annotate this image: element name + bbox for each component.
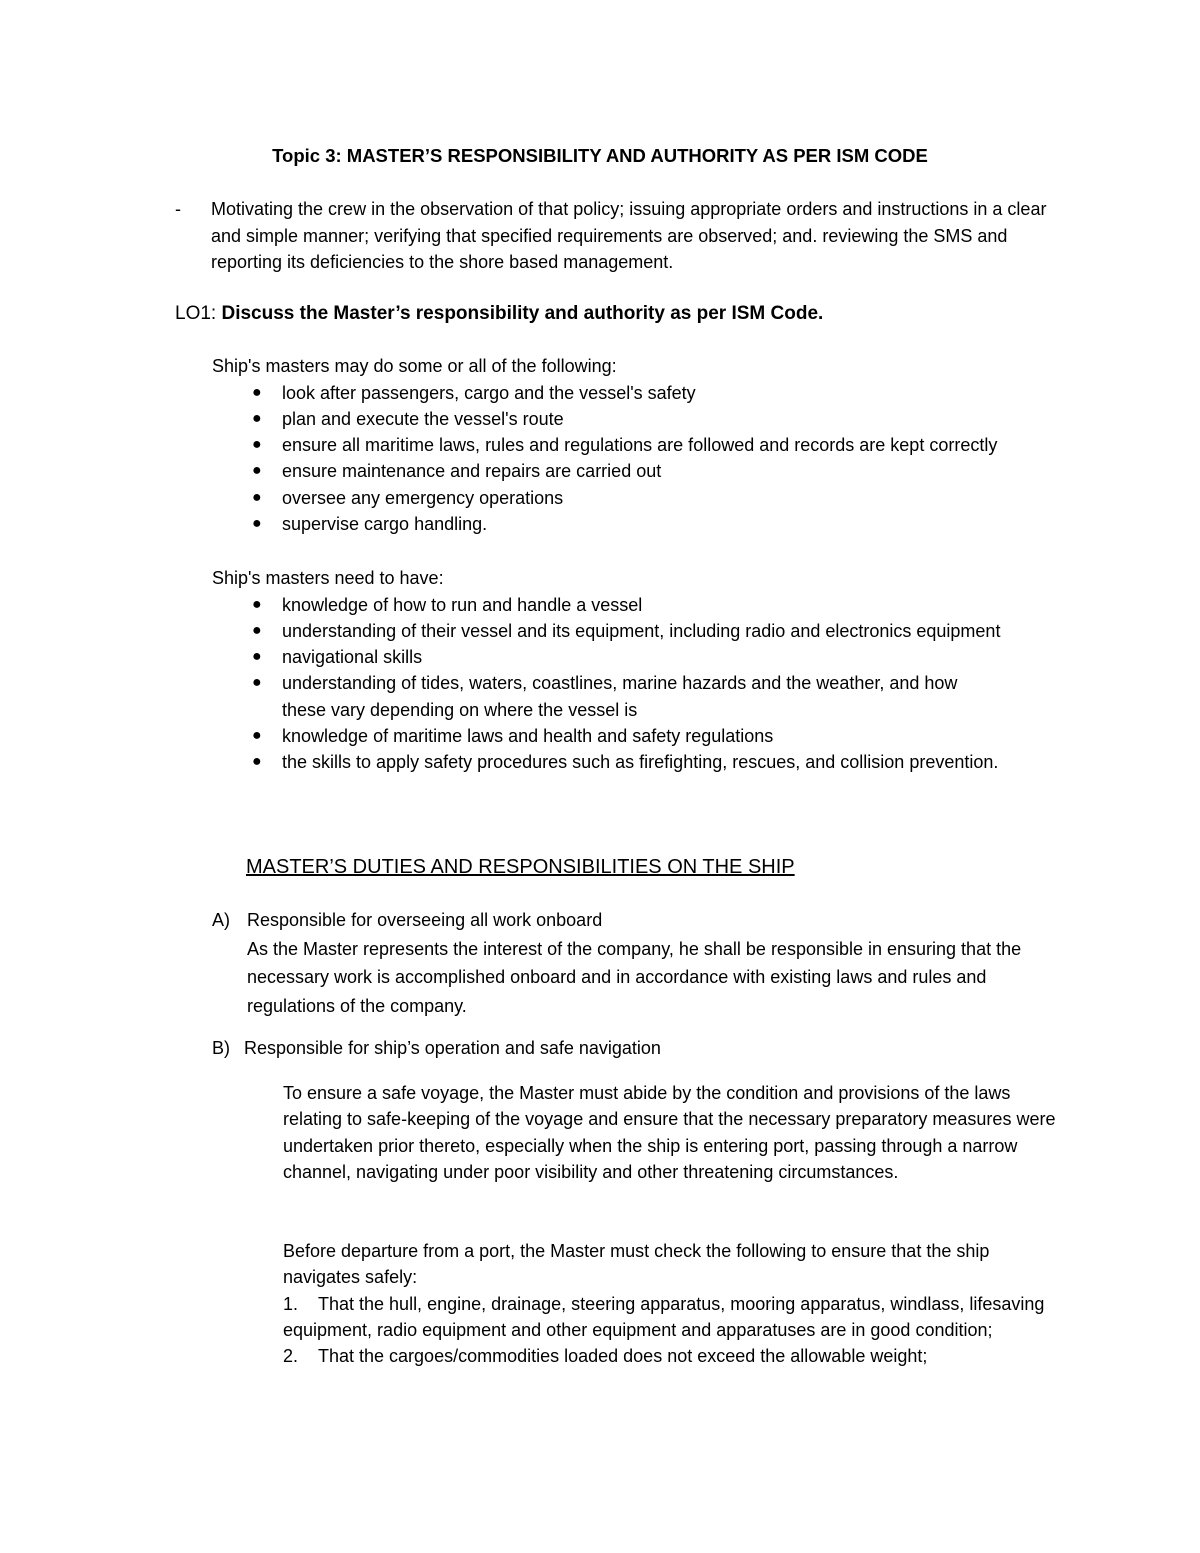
bullet-icon: ●	[252, 488, 262, 506]
departure-paragraph: Before departure from a port, the Master must check the following to ensure that the ship navigates safely:	[283, 1241, 990, 1288]
item-text: As the Master represents the interest of the company, he shall be responsible in ensuring that the necessary work is accomplished onboard and in accordance with existing laws and rules and regulations of the company.	[247, 938, 1022, 1016]
list-item: ● understanding of tides, waters, coastlines, marine hazards and the weather, and how these vary depending on where the vessel is	[212, 670, 1002, 723]
may-do-lead: Ship's masters may do some or all of the following:	[212, 356, 617, 376]
lo-prefix: LO1:	[175, 303, 222, 324]
item-body	[247, 906, 1062, 1020]
bullet-icon: ●	[252, 753, 262, 771]
item-heading: Responsible for overseeing all work onboard	[247, 910, 603, 930]
departure-block	[283, 1238, 1063, 1369]
item-text: That the hull, engine, drainage, steering apparatus, mooring apparatus, windlass, lifesaving equipment, radio equipment and other equipment and apparatuses are in good condition;	[283, 1293, 1045, 1340]
bullet-icon: ●	[252, 726, 262, 744]
need-list	[212, 592, 1072, 776]
item-number: 1.	[283, 1293, 299, 1314]
bullet-icon: ●	[252, 383, 262, 401]
bullet-icon: ●	[252, 648, 262, 666]
list-item: ● plan and execute the vessel's route	[212, 406, 1002, 432]
list-item: ● ensure maintenance and repairs are carried out	[212, 458, 1002, 484]
document-title: Topic 3: MASTER’S RESPONSIBILITY AND AUTHORITY AS PER ISM CODE	[272, 145, 928, 166]
learning-objective	[175, 300, 823, 328]
item-marker: B)	[212, 1038, 230, 1058]
need-lead: Ship's masters need to have:	[212, 568, 444, 588]
bullet-icon: ●	[252, 621, 262, 639]
section-heading: MASTER’S DUTIES AND RESPONSIBILITIES ON THE SHIP	[246, 856, 795, 878]
list-item: ● understanding of their vessel and its equipment, including radio and electronics equipment	[212, 618, 1002, 644]
list-item: ● supervise cargo handling.	[212, 511, 1002, 537]
lo-text: Discuss the Master’s responsibility and authority as per ISM Code.	[221, 303, 824, 324]
list-item: ● knowledge of maritime laws and health and safety regulations	[212, 723, 1002, 749]
safe-voyage-paragraph: To ensure a safe voyage, the Master must abide by the condition and provisions of the laws relating to safe-keeping of the voyage and ensure that the necessary preparatory measures were undertaken prior thereto, especially when the ship is entering port, passing through a narrow channel, navigating under poor visibility and other threatening circumstances.	[283, 1083, 1056, 1182]
intro-text: Motivating the crew in the observation of that policy; issuing appropriate orders and instructions in a clear and simple manner; verifying that specified requirements are observed; and. reviewing the SMS and reporting its deficiencies to the shore based management.	[211, 199, 1047, 272]
list-item: ● ensure all maritime laws, rules and regulations are followed and records are kept correctly	[212, 432, 1002, 458]
item-marker: A)	[212, 910, 230, 930]
bullet-icon: ●	[252, 674, 262, 692]
list-item: ● the skills to apply safety procedures such as firefighting, rescues, and collision prevention.	[212, 749, 1002, 775]
list-item: ● navigational skills	[212, 644, 1002, 670]
list-item	[283, 1291, 1063, 1344]
list-item: ● oversee any emergency operations	[212, 485, 1002, 511]
list-item	[283, 1343, 1063, 1369]
item-number: 2.	[283, 1346, 299, 1367]
may-do-list	[212, 380, 1072, 538]
intro-dash: -	[175, 199, 181, 219]
bullet-icon: ●	[252, 595, 262, 613]
may-do-block	[212, 353, 1072, 537]
list-item: ● knowledge of how to run and handle a vessel	[212, 592, 1002, 618]
bullet-icon: ●	[252, 436, 262, 454]
list-item: ● look after passengers, cargo and the vessel's safety	[212, 380, 1002, 406]
item-text: That the cargoes/commodities loaded does not exceed the allowable weight;	[318, 1346, 928, 1367]
need-block	[212, 565, 1072, 776]
item-heading: Responsible for ship’s operation and safe navigation	[244, 1038, 661, 1058]
bullet-icon: ●	[252, 409, 262, 427]
departure-checklist	[283, 1291, 1063, 1370]
bullet-icon: ●	[252, 462, 262, 480]
bullet-icon: ●	[252, 514, 262, 532]
